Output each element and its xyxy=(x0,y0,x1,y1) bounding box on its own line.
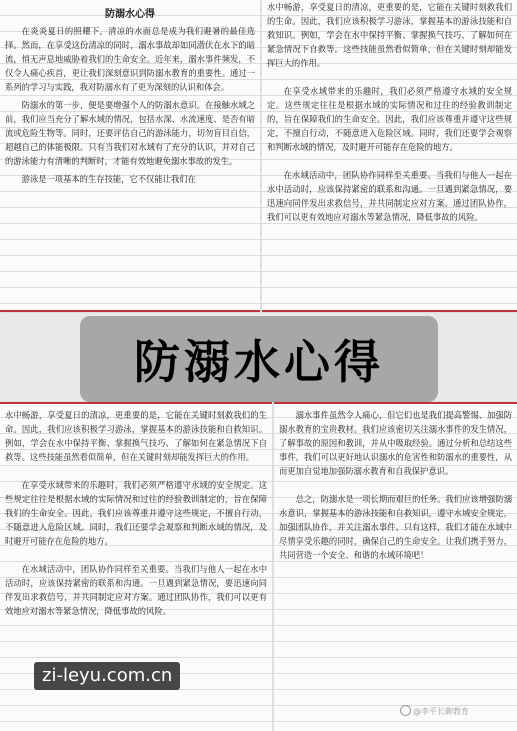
document-title: 防溺水心得 xyxy=(105,9,155,20)
title-banner xyxy=(80,316,438,402)
paragraph: 防溺水的第一步，便是要增强个人的防溺水意识。在接触水域之前，我们应当充分了解水域的情况，包括水深、水流速度、是否有暗流或危险生物等。同时，还要评估自己的游泳能力，切勿盲目自信，超越自己的体能极限。只有当我们对水域有了充分的认识，并对自己的游泳能力有清晰的判断时，才能有效地避免溺水事故的发生。 xyxy=(5,100,255,166)
paragraph: 在享受水域带来的乐趣时，我们必须严格遵守水域的安全规定。这些规定往往是根据水域的实际情况和过往的经验教训制定的，旨在保障我们的生命安全。因此，我们应该尊重并遵守这些规定，不擅自行动，不随意进入危险区域。同时，我们还要学会观察和判断水域的情况，及时避开可能存在危险的地方。 xyxy=(267,86,512,152)
paragraph: 在水域活动中，团队协作同样至关重要。当我们与他人一起在水中活动时，应该保持紧密的联系和沟通。一旦遇到紧急情况，要迅速向同伴发出求救信号，并共同制定应对方案。通过团队协作，我们可以更有效地应对溺水等紧急情况，降低事故的风险。 xyxy=(267,170,512,222)
author-credit xyxy=(400,705,469,717)
account-icon xyxy=(400,705,411,716)
document-page-top-right xyxy=(262,0,517,312)
paragraph: 游泳是一项基本的生存技能，它不仅能让我们在 xyxy=(21,174,196,184)
site-watermark: zi-leyu.com.cn xyxy=(34,662,180,690)
paragraph: 在水域活动中，团队协作同样至关重要。当我们与他人一起在水中活动时，应该保持紧密的联系和沟通。一旦遇到紧急情况，要迅速向同伴发出求救信号，并共同制定应对方案。通过团队协作，我们可以更有效地应对溺水等紧急情况，降低事故的风险。 xyxy=(5,564,267,616)
paragraph: 溺水事件虽然令人痛心，但它们也是我们提高警惕、加强防溺水教育的宝贵教材。我们应该密切关注溺水事件的发生情况，了解事故的原因和教训，并从中吸取经验。通过分析和总结这些事件，我们可以更好地认识溺水的危害性和防溺水的重要性，从而更加自觉地加强防溺水教育和自我保护意识。 xyxy=(279,410,512,476)
page-edge-line xyxy=(0,402,272,404)
banner-title: 防溺水心得 xyxy=(134,335,384,389)
document-page-bottom-right xyxy=(274,402,517,731)
paragraph: 水中畅游，享受夏日的清凉，更重要的是，它能在关键时刻救我们的生命。因此，我们应该积极学习游泳，掌握基本的游泳技能和自救知识。例如，学会在水中保持平衡、掌握换气技巧、了解如何在紧急情况下自救等。这些技能虽然看似简单，但在关键时刻却能发挥巨大的作用。 xyxy=(267,2,512,68)
page-edge-line xyxy=(274,402,517,404)
paragraph: 在炎炎夏日的照耀下，清凉的水面总是成为我们避暑的最佳选择。然而，在享受这份清凉的同时，溺水事故却如同潜伏在水下的暗流，悄无声息地威胁着我们的生命安全。近年来，溺水事件频发，不仅令人痛心疾首，更让我们深刻意识到防溺水教育的重要性。通过一系列的学习与实践，我对防溺水有了更为深刻的认识和体会。 xyxy=(5,26,255,92)
credit-text: @李平长聊教育 xyxy=(413,707,469,716)
page-edge-line xyxy=(0,310,260,312)
page-edge-line xyxy=(262,310,517,312)
document-page-top-left xyxy=(0,0,260,312)
paragraph: 总之，防溺水是一项长期而艰巨的任务。我们应该增强防溺水意识，掌握基本的游泳技能和自救知识，遵守水域安全规定，加强团队协作，并关注溺水事件。只有这样，我们才能在水域中尽情享受乐趣的同时，确保自己的生命安全。让我们携手努力，共同营造一个安全、和谐的水域环境吧！ xyxy=(279,494,512,560)
paragraph: 在享受水域带来的乐趣时，我们必须严格遵守水域的安全规定。这些规定往往是根据水域的实际情况和过往的经验教训制定的，旨在保障我们的生命安全。因此，我们应该尊重并遵守这些规定，不擅自行动，不随意进入危险区域。同时，我们还要学会观察和判断水域的情况，及时避开可能存在危险的地方。 xyxy=(5,480,267,546)
paragraph: 水中畅游，享受夏日的清凉，更重要的是，它能在关键时刻救我们的生命。因此，我们应该积极学习游泳，掌握基本的游泳技能和自救知识。例如，学会在水中保持平衡、掌握换气技巧、了解如何在紧急情况下自救等。这些技能虽然看似简单，但在关键时刻却能发挥巨大的作用。 xyxy=(5,410,267,462)
